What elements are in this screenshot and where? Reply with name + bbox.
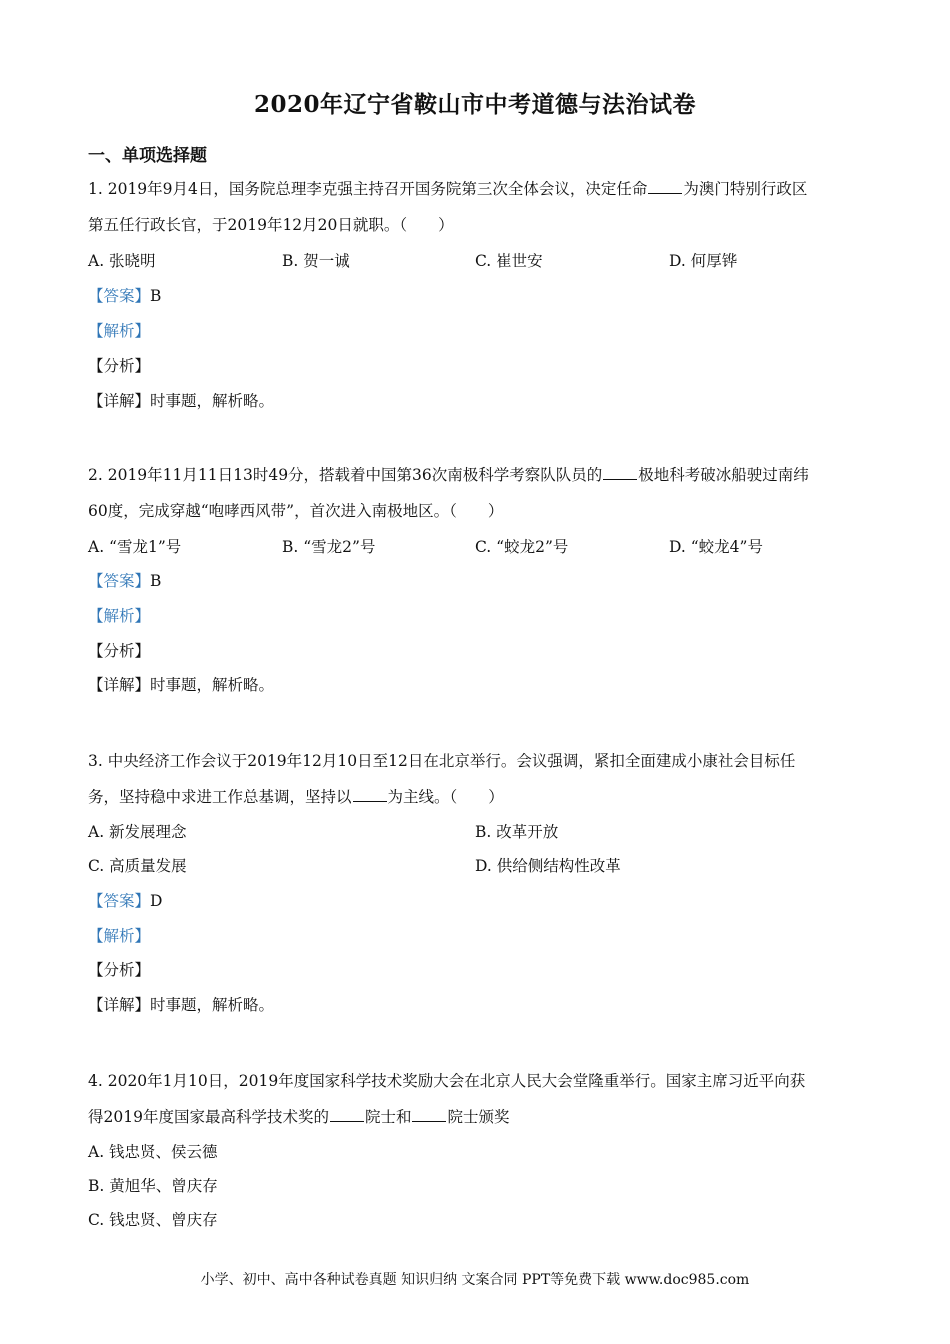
q4-blank-1 [330,1120,364,1122]
q1-option-b: B. 贺一诚 [282,252,350,270]
q3-answer-value: D [150,892,163,910]
q4-option-b: B. 黄旭华、曾庆存 [88,1177,218,1195]
q3-fenxi: 【分析】 [88,961,151,979]
q3-text-a: 务，坚持稳中求进工作总基调，坚持以 [88,788,352,806]
q4-text-c: 院士颁奖 [447,1108,510,1126]
page-title: 2020年辽宁省鞍山市中考道德与法治试卷 [253,91,696,118]
q2-detail: 【详解】时事题，解析略。 [88,676,275,694]
q4-line-2 [88,1105,509,1127]
q2-line-1 [88,463,809,485]
q3-line-1: 3. 中央经济工作会议于2019年12月10日至12日在北京举行。会议强调，紧扣全面建成小康社会目标任 [88,752,796,770]
q4-option-a: A. 钱忠贤、侯云德 [88,1143,218,1161]
q1-line-1 [88,177,807,199]
q2-option-d: D. “蛟龙4”号 [669,538,763,556]
q4-line-1: 4. 2020年1月10日，2019年度国家科学技术奖励大会在北京人民大会堂隆重举行。国家主席习近平向获 [88,1072,806,1090]
q1-analysis-tag: 【解析】 [88,322,151,340]
q1-answer-value: B [150,287,162,305]
q2-text-a: 2. 2019年11月11日13时49分，搭载着中国第36次南极科学考察队队员的 [88,466,603,484]
q1-option-d: D. 何厚铧 [669,252,738,270]
q2-text-b: 极地科考破冰船驶过南纬 [638,466,809,484]
q1-text-b: 为澳门特别行政区 [683,180,808,198]
q2-option-a: A. “雪龙1”号 [88,538,182,556]
q3-blank [353,800,387,802]
q2-line-2: 60度，完成穿越“咆哮西风带”，首次进入南极地区。（ ） [88,502,504,520]
q3-option-b: B. 改革开放 [475,823,559,841]
q2-option-c: C. “蛟龙2”号 [475,538,569,556]
q2-blank [603,478,637,480]
q3-answer-tag: 【答案】 [88,892,151,910]
q2-analysis-tag: 【解析】 [88,607,151,625]
q1-answer [88,284,161,306]
q4-option-c: C. 钱忠贤、曾庆存 [88,1211,218,1229]
q1-fenxi: 【分析】 [88,357,151,375]
q4-text-b: 院士和 [364,1108,412,1126]
q3-option-c: C. 高质量发展 [88,857,187,875]
q3-detail: 【详解】时事题，解析略。 [88,996,275,1014]
q3-option-a: A. 新发展理念 [88,823,187,841]
page-footer: 小学、初中、高中各种试卷真题 知识归纳 文案合同 PPT等免费下载 www.doc985.com [200,1272,750,1288]
q3-line-2 [88,785,504,807]
q2-answer-value: B [150,572,162,590]
q4-text-a: 得2019年度国家最高科学技术奖的 [88,1108,329,1126]
q1-option-c: C. 崔世安 [475,252,543,270]
q2-answer-tag: 【答案】 [88,572,151,590]
q1-answer-tag: 【答案】 [88,287,151,305]
q2-fenxi: 【分析】 [88,642,151,660]
q3-analysis-tag: 【解析】 [88,927,151,945]
q2-option-b: B. “雪龙2”号 [282,538,376,556]
q1-option-a: A. 张晓明 [88,252,156,270]
q1-blank [648,192,682,194]
q1-detail: 【详解】时事题，解析略。 [88,392,275,410]
q4-blank-2 [412,1120,446,1122]
q2-answer [88,569,161,591]
q3-option-d: D. 供给侧结构性改革 [475,857,621,875]
q1-text-a: 1. 2019年9月4日，国务院总理李克强主持召开国务院第三次全体会议，决定任命 [88,180,648,198]
q3-text-b: 为主线。（ ） [387,788,504,806]
q1-line-2: 第五任行政长官，于2019年12月20日就职。（ ） [88,216,454,234]
section-heading: 一、单项选择题 [88,146,207,166]
q3-answer [88,889,162,911]
